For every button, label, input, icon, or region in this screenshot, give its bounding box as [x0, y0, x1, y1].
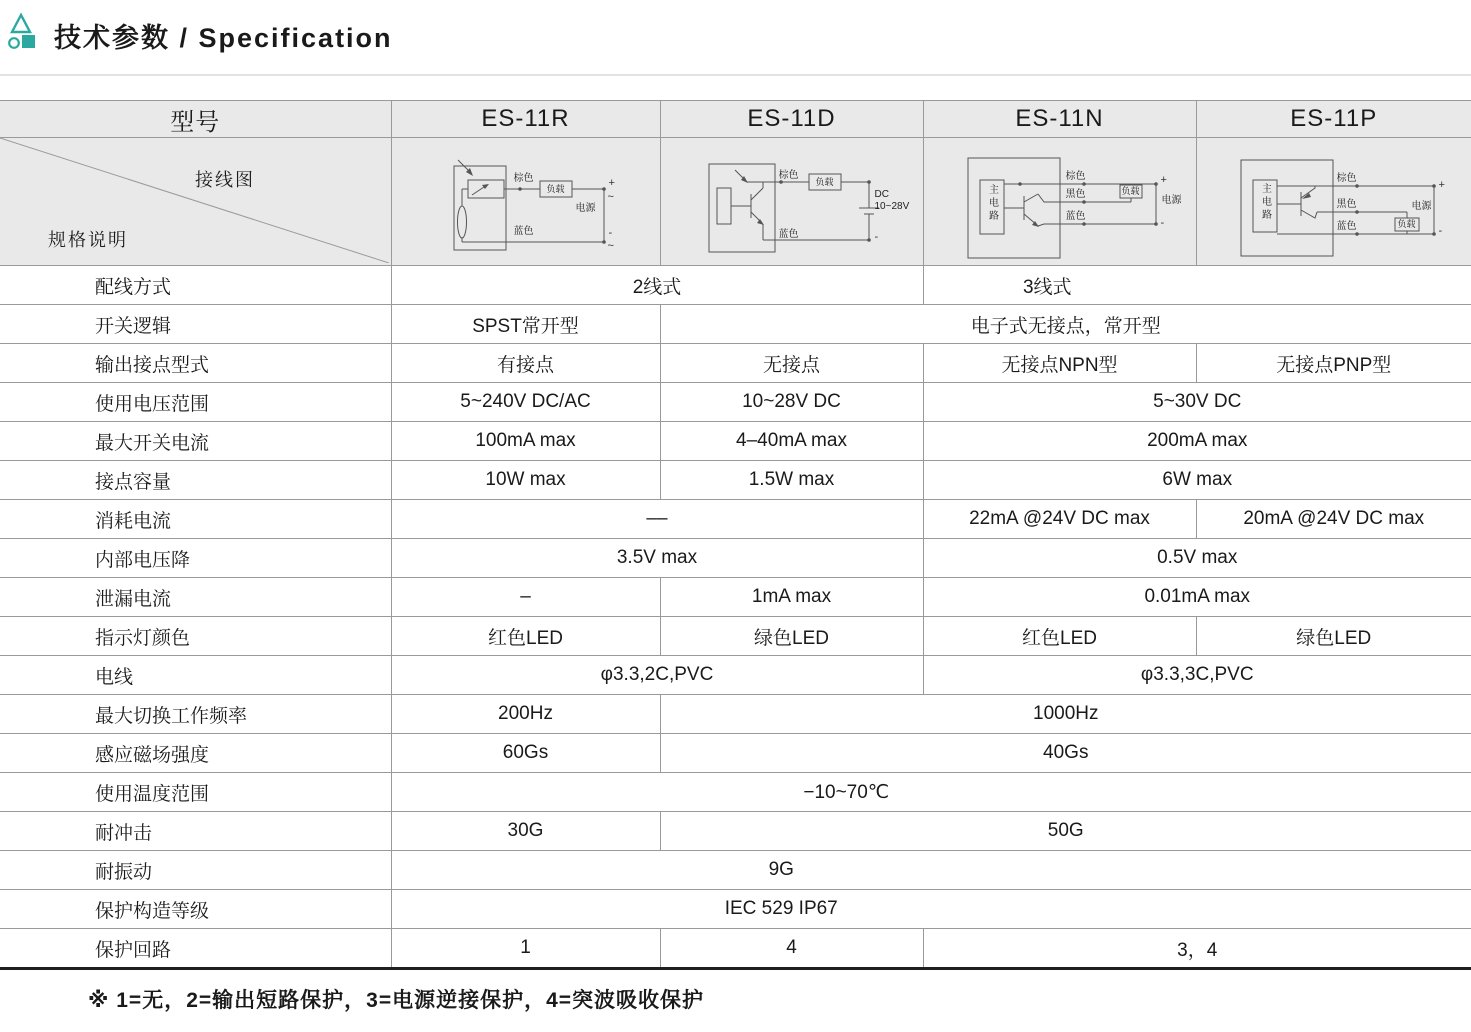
- minus-mark: -: [1160, 217, 1165, 229]
- model-es-11n: ES-11N: [923, 101, 1196, 138]
- spec-section-icon: [8, 12, 42, 58]
- wire-label-blue: 蓝色: [1065, 211, 1086, 222]
- spec-value: 200Hz: [391, 695, 660, 734]
- spec-value: 30G: [391, 812, 660, 851]
- spec-value: 红色LED: [391, 617, 660, 656]
- spec-value: 4: [660, 929, 923, 969]
- spec-value-text: −10~70℃: [803, 781, 890, 803]
- power-label: 电源: [1161, 195, 1182, 206]
- table-row-switch-logic: [0, 305, 1471, 344]
- header-divider: [0, 74, 1471, 76]
- diagram-cell-es-11n: [923, 138, 1196, 266]
- wire-label-blue: 蓝色: [778, 229, 799, 240]
- corner-top-label: 接线图: [195, 170, 255, 190]
- spec-value: 60Gs: [391, 734, 660, 773]
- diagram-cell-es-11p: [1196, 138, 1471, 266]
- spec-value: 50G: [660, 812, 1471, 851]
- row-label: 耐振动: [0, 851, 391, 890]
- spec-value: –: [391, 578, 660, 617]
- wire-label-blue: 蓝色: [1336, 221, 1357, 232]
- spec-value: 3，4: [923, 929, 1471, 969]
- power-label: 电源: [575, 203, 596, 214]
- spec-value-text: 3线式: [1022, 276, 1072, 298]
- spec-value: 20mA @24V DC max: [1196, 500, 1471, 539]
- wire-label-brown: 棕色: [1336, 173, 1357, 184]
- table-row-internal-voltage-drop: [0, 539, 1471, 578]
- row-label: 最大开关电流: [0, 422, 391, 461]
- row-label: 输出接点型式: [0, 344, 391, 383]
- wiring-diagram-es-11p: [1197, 138, 1471, 265]
- spec-value: 200mA max: [923, 422, 1471, 461]
- row-label: 内部电压降: [0, 539, 391, 578]
- spec-value: 0.01mA max: [923, 578, 1471, 617]
- row-label: 使用电压范围: [0, 383, 391, 422]
- row-label: 配线方式: [0, 266, 391, 305]
- load-box-label: 负载: [546, 184, 565, 194]
- corner-bottom-label: 规格说明: [48, 230, 128, 250]
- load-box-label: 负载: [1121, 186, 1140, 196]
- table-row-cable: [0, 656, 1471, 695]
- diagram-cell-es-11d: [660, 138, 923, 266]
- row-label: 感应磁场强度: [0, 734, 391, 773]
- spec-value: 4–40mA max: [660, 422, 923, 461]
- spec-value: [391, 890, 1471, 929]
- row-label: 耐冲击: [0, 812, 391, 851]
- spec-value: 10~28V DC: [660, 383, 923, 422]
- plus-mark: +: [608, 177, 615, 189]
- row-label: 消耗电流: [0, 500, 391, 539]
- page-title: 技术参数 / Specification: [54, 22, 393, 53]
- spec-value: 40Gs: [660, 734, 1471, 773]
- spec-value: 1mA max: [660, 578, 923, 617]
- spec-value: 无接点NPN型: [923, 344, 1196, 383]
- table-row-protection-circuit: [0, 929, 1471, 969]
- spec-value: 无接点: [660, 344, 923, 383]
- wire-label-brown: 棕色: [513, 173, 534, 184]
- diagram-cell-es-11r: [391, 138, 660, 266]
- row-label: 保护构造等级: [0, 890, 391, 929]
- spec-value: 5~240V DC/AC: [391, 383, 660, 422]
- wiring-diagram-row: [0, 138, 1471, 266]
- wiring-diagram-es-11n: [924, 138, 1196, 265]
- spec-value: 有接点: [391, 344, 660, 383]
- spec-value: 1.5W max: [660, 461, 923, 500]
- ac-mark: ~: [607, 240, 614, 252]
- wire-label-blue: 蓝色: [513, 226, 534, 237]
- dc-supply-label-2: 10~28V: [874, 201, 910, 212]
- table-row-max-switching-frequency: [0, 695, 1471, 734]
- main-circuit-label: 主电路: [1259, 183, 1271, 222]
- minus-mark: -: [1438, 225, 1443, 237]
- table-row-magnetic-sensitivity: [0, 734, 1471, 773]
- spec-value: 红色LED: [923, 617, 1196, 656]
- model-header-cell: 型号: [0, 101, 391, 138]
- page-header: [8, 12, 393, 58]
- model-es-11d: ES-11D: [660, 101, 923, 138]
- load-box-label: 负载: [1397, 219, 1416, 229]
- row-label: 最大切换工作频率: [0, 695, 391, 734]
- main-circuit-label: 主电路: [986, 184, 998, 223]
- spec-value: 电子式无接点，常开型: [660, 305, 1471, 344]
- table-row-contact-capacity: [0, 461, 1471, 500]
- model-es-11r: ES-11R: [391, 101, 660, 138]
- table-row-vibration-resistance: [0, 851, 1471, 890]
- table-row-current-consumption: [0, 500, 1471, 539]
- spec-value: 2线式: [391, 266, 923, 305]
- minus-mark: -: [608, 227, 613, 239]
- wire-label-brown: 棕色: [778, 170, 799, 181]
- spec-value: 1000Hz: [660, 695, 1471, 734]
- corner-cell: [0, 138, 391, 266]
- model-es-11p: ES-11P: [1196, 101, 1471, 138]
- table-row-wiring-method: [0, 266, 1471, 305]
- table-row-protection-rating: [0, 890, 1471, 929]
- row-label: 使用温度范围: [0, 773, 391, 812]
- load-box-label: 负载: [815, 177, 834, 187]
- spec-value-text: IEC 529 IP67: [724, 898, 838, 919]
- row-label: 电线: [0, 656, 391, 695]
- plus-mark: +: [1160, 174, 1167, 186]
- spec-value: 绿色LED: [660, 617, 923, 656]
- spec-value-text: 9G: [768, 859, 794, 880]
- ac-mark: ~: [607, 191, 614, 203]
- spec-value: [391, 773, 1471, 812]
- table-row-indicator-color: [0, 617, 1471, 656]
- spec-value: φ3.3,3C,PVC: [923, 656, 1471, 695]
- spec-value: 1: [391, 929, 660, 969]
- spec-value: 无接点PNP型: [1196, 344, 1471, 383]
- spec-value: 0.5V max: [923, 539, 1471, 578]
- row-label: 保护回路: [0, 929, 391, 969]
- dc-supply-label-1: DC: [874, 189, 889, 200]
- spec-value: [391, 851, 1471, 890]
- wire-label-brown: 棕色: [1065, 171, 1086, 182]
- wiring-diagram-es-11d: [661, 138, 923, 265]
- spec-value: [923, 266, 1471, 305]
- model-header-row: [0, 101, 1471, 138]
- table-row-shock-resistance: [0, 812, 1471, 851]
- row-label: 指示灯颜色: [0, 617, 391, 656]
- table-row-voltage-range: [0, 383, 1471, 422]
- row-label: 泄漏电流: [0, 578, 391, 617]
- spec-value: 绿色LED: [1196, 617, 1471, 656]
- power-label: 电源: [1411, 201, 1432, 212]
- row-label: 接点容量: [0, 461, 391, 500]
- wire-label-black: 黑色: [1065, 189, 1086, 200]
- spec-value: ––: [391, 500, 923, 539]
- table-row-leakage-current: [0, 578, 1471, 617]
- spec-table: [0, 100, 1471, 970]
- spec-value: SPST常开型: [391, 305, 660, 344]
- footnote: ※ 1=无，2=输出短路保护，3=电源逆接保护，4=突波吸收保护: [88, 989, 705, 1012]
- wire-label-black: 黑色: [1336, 199, 1357, 210]
- plus-mark: +: [1438, 179, 1445, 191]
- spec-value: 10W max: [391, 461, 660, 500]
- minus-mark: -: [874, 231, 879, 243]
- spec-value: 5~30V DC: [923, 383, 1471, 422]
- spec-value: 22mA @24V DC max: [923, 500, 1196, 539]
- wiring-diagram-es-11r: [392, 138, 660, 265]
- spec-value: 6W max: [923, 461, 1471, 500]
- spec-value: 100mA max: [391, 422, 660, 461]
- table-row-output-contact: [0, 344, 1471, 383]
- spec-value: φ3.3,2C,PVC: [391, 656, 923, 695]
- spec-value: 3.5V max: [391, 539, 923, 578]
- table-row-max-switching-current: [0, 422, 1471, 461]
- row-label: 开关逻辑: [0, 305, 391, 344]
- table-row-temperature-range: [0, 773, 1471, 812]
